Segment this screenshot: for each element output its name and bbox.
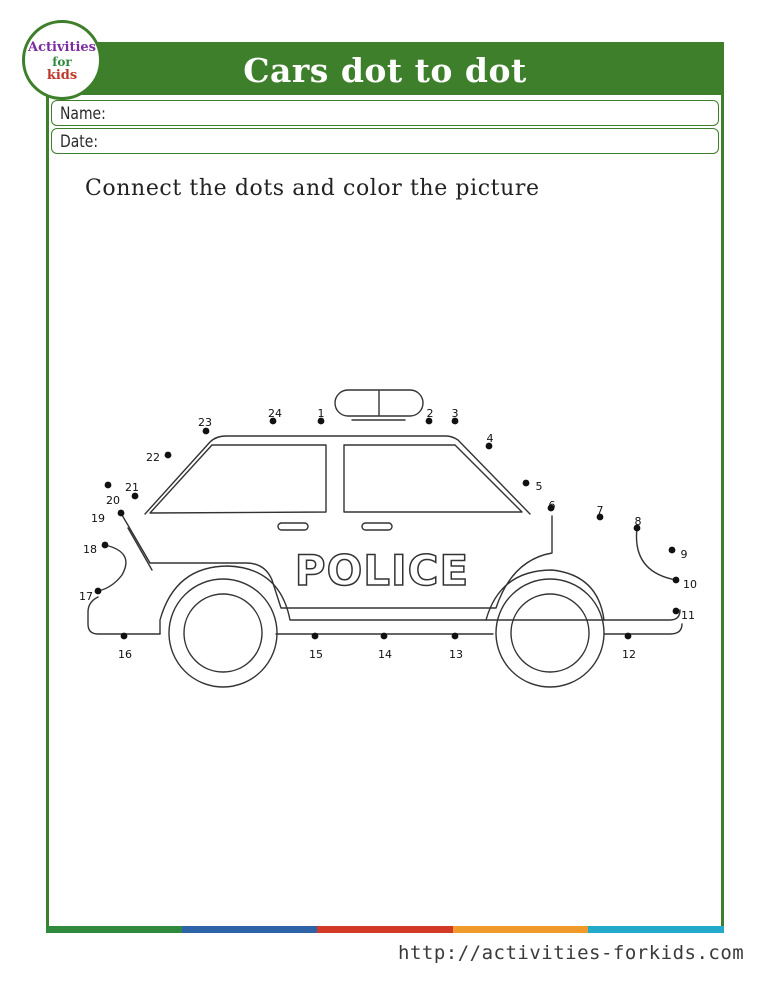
dot-13: [452, 633, 459, 640]
dot-label-5: 5: [535, 480, 543, 493]
dot-label-18: 18: [83, 543, 97, 556]
police-badge: POLICE: [294, 546, 470, 595]
dot-label-7: 7: [596, 504, 604, 517]
logo-line-3: kids: [46, 68, 78, 83]
logo-line-1: Activities: [28, 40, 96, 55]
dot-21: [105, 482, 112, 489]
dot-label-11: 11: [681, 609, 695, 622]
dot-label-22: 22: [146, 451, 160, 464]
dot-label-4: 4: [486, 432, 494, 445]
dot-15: [312, 633, 319, 640]
dot-label-13: 13: [449, 648, 463, 661]
dot-label-8: 8: [634, 515, 642, 528]
instruction-text: Connect the dots and color the picture: [85, 176, 540, 201]
dot-18: [102, 542, 109, 549]
dot-label-15: 15: [309, 648, 323, 661]
dot-19: [118, 510, 125, 517]
front-wheel: [496, 579, 604, 687]
dot-14: [381, 633, 388, 640]
dot-10: [673, 577, 680, 584]
date-label: Date:: [60, 132, 99, 152]
dot-12: [625, 633, 632, 640]
dot-label-2: 2: [426, 407, 434, 420]
dot-9: [669, 547, 676, 554]
footer-url[interactable]: http://activities-forkids.com: [398, 942, 745, 964]
dot-label-19: 19: [91, 512, 105, 525]
dot-11: [673, 608, 680, 615]
dot-label-17: 17: [79, 590, 93, 603]
color-stripe: [46, 926, 724, 933]
name-label: Name:: [60, 104, 106, 124]
dot-label-10: 10: [683, 578, 697, 591]
stripe-cyan: [588, 926, 724, 933]
dot-label-21: 21: [125, 481, 139, 494]
stripe-orange: [453, 926, 589, 933]
dot-label-3: 3: [451, 407, 459, 420]
rear-wheel: [169, 579, 277, 687]
dot-label-6: 6: [548, 499, 556, 512]
page-title: Cars dot to dot: [243, 51, 527, 90]
dot-label-14: 14: [378, 648, 392, 661]
logo-line-2: for: [52, 55, 72, 69]
dot-label-9: 9: [680, 548, 688, 561]
door-handle: [362, 523, 392, 530]
dot-label-24: 24: [268, 407, 282, 420]
dot-16: [121, 633, 128, 640]
stripe-blue: [182, 926, 318, 933]
dot-22: [165, 452, 172, 459]
dot-label-1: 1: [317, 407, 325, 420]
dot-17: [95, 588, 102, 595]
stripe-green: [46, 926, 182, 933]
door-handle: [278, 523, 308, 530]
dot-5: [523, 480, 530, 487]
dot-label-16: 16: [118, 648, 132, 661]
stripe-red: [317, 926, 453, 933]
dot-label-12: 12: [622, 648, 636, 661]
dot-label-20: 20: [106, 494, 120, 507]
dot-label-23: 23: [198, 416, 212, 429]
